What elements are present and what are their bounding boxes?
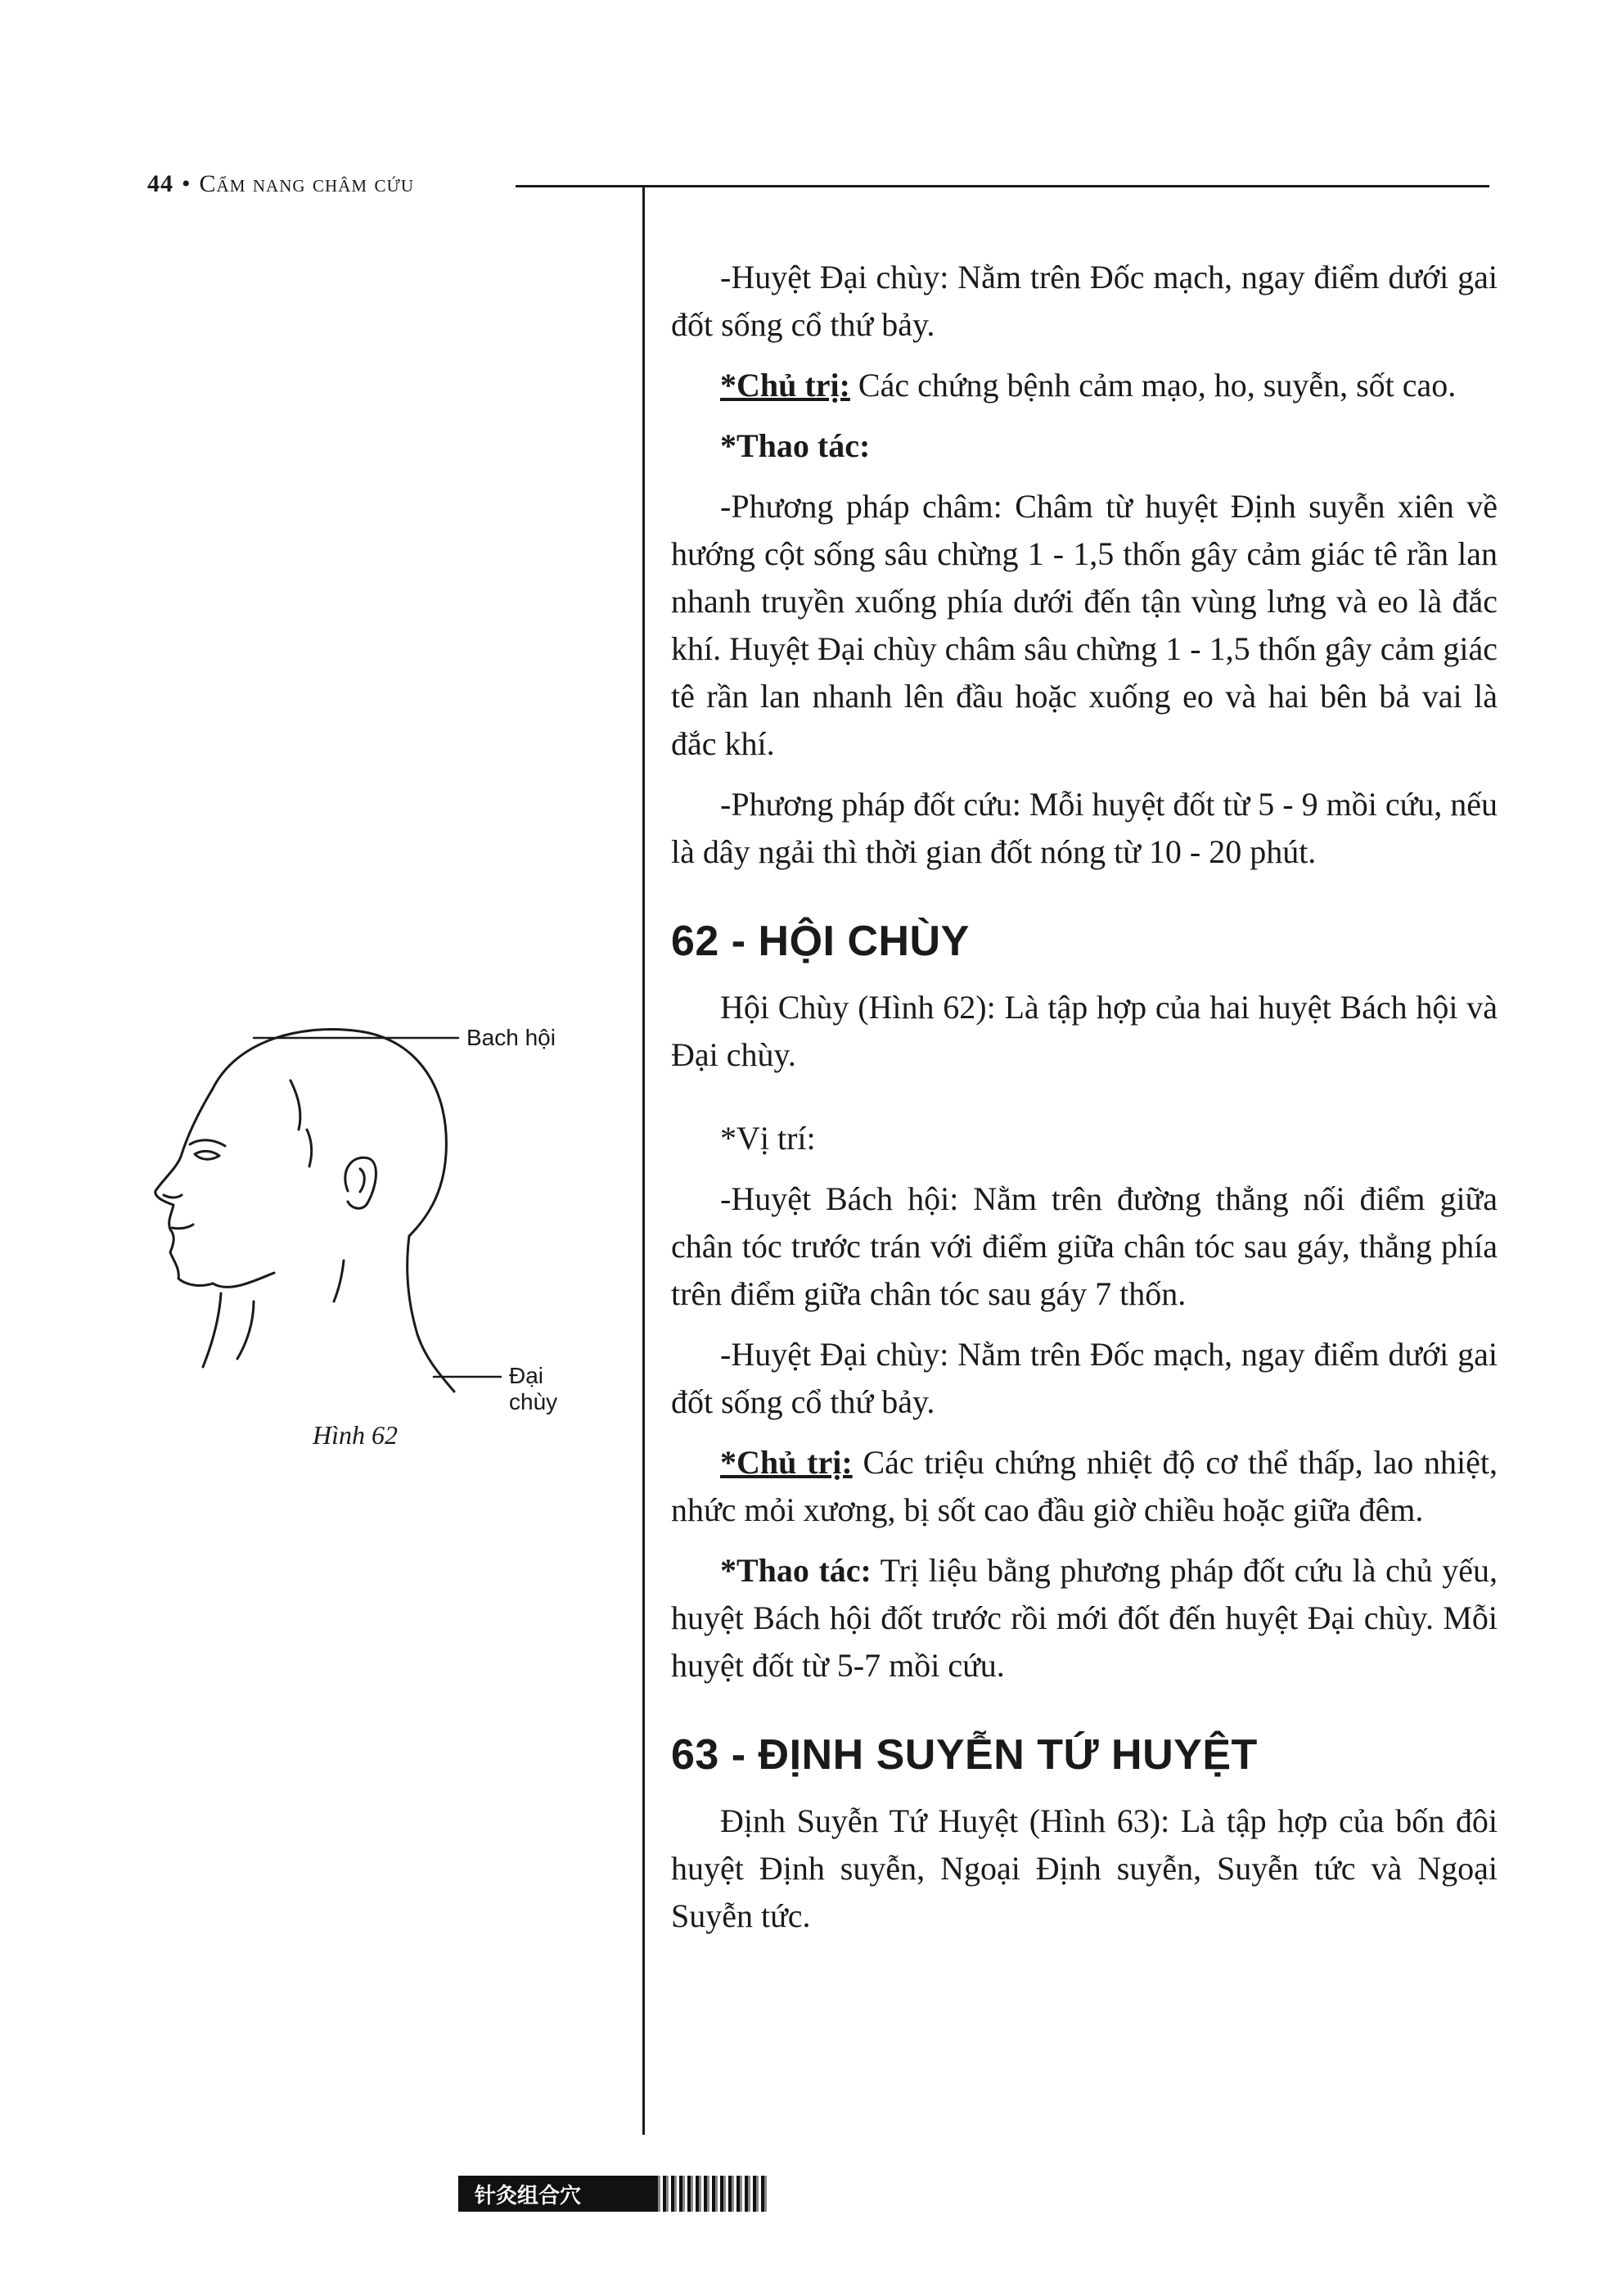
- section-62-dai-chuy: -Huyệt Đại chùy: Nằm trên Đốc mạch, ngay điểm dưới gai đốt sống cổ thứ bảy.: [671, 1336, 1498, 1420]
- section-62-bach-hoi: -Huyệt Bách hội: Nằm trên đường thẳng nối điểm giữa chân tóc trước trán với điểm giữa chân tóc sau gáy, thẳng phía trên điểm giữa chân tóc sau gáy 7 thốn.: [671, 1180, 1498, 1312]
- page-number: 44: [147, 170, 173, 197]
- footer-band-text: 针灸组合穴: [475, 2183, 582, 2208]
- header-separator: •: [182, 170, 191, 197]
- section-63-heading: 63 - ĐỊNH SUYỄN TỨ HUYỆT: [671, 1731, 1258, 1779]
- footer-band: [458, 2176, 769, 2212]
- intro-indication-label: *Chủ trị:: [720, 367, 850, 404]
- intro-moxa-method: -Phương pháp đốt cứu: Mỗi huyệt đốt từ 5 - 9 mồi cứu, nếu là dây ngải thì thời gian đốt nóng từ 10 - 20 phút.: [671, 786, 1498, 870]
- section-62-indication-label: *Chủ trị:: [720, 1444, 853, 1481]
- intro-dai-chuy-position: -Huyệt Đại chùy: Nằm trên Đốc mạch, ngay điểm dưới gai đốt sống cổ thứ bảy.: [671, 259, 1498, 343]
- label-dai-chuy: Đại chùy: [509, 1363, 558, 1414]
- section-62-technique-text: Trị liệu bằng phương pháp đốt cứu là chủ yếu, huyệt Bách hội đốt trước rồi mới đốt đến huyệt Đại chùy. Mỗi huyệt đốt từ 5-7 mồi cứu.: [671, 1552, 1498, 1684]
- column-divider: [642, 187, 645, 2135]
- section-62-indication: [671, 1439, 1498, 1534]
- figure-caption: Hình 62: [313, 1420, 398, 1450]
- section-62-technique-label: *Thao tác:: [720, 1552, 872, 1589]
- label-bach-hoi: Bach hội: [466, 1025, 556, 1050]
- intro-indication: [671, 362, 1498, 409]
- main-column: [671, 254, 1498, 1953]
- footer-band-fade: [655, 2176, 769, 2212]
- section-62-technique: [671, 1547, 1498, 1689]
- intro-indication-text: Các chứng bệnh cảm mạo, ho, suyễn, sốt cao.: [849, 367, 1457, 404]
- header-rule: [516, 185, 1489, 187]
- section-62-position-label: *Vị trí:: [720, 1120, 816, 1157]
- intro-technique-label: *Thao tác:: [720, 427, 871, 464]
- section-62-definition: Hội Chùy (Hình 62): Là tập hợp của hai huyệt Bách hội và Đại chùy.: [671, 989, 1498, 1073]
- head-profile-figure: [131, 990, 589, 1414]
- section-63-definition: Định Suyễn Tứ Huyệt (Hình 63): Là tập hợp của bốn đôi huyệt Định suyễn, Ngoại Định suyễn, Suyễn tức và Ngoại Suyễn tức.: [671, 1802, 1498, 1934]
- intro-needle-method: -Phương pháp châm: Châm từ huyệt Định suyễn xiên về hướng cột sống sâu chừng 1 - 1,5 thốn gây cảm giác tê rần lan nhanh truyền xuống phía dưới đến tận vùng lưng và eo là đắc khí. Huyệt Đại chùy châm sâu chừng 1 - 1,5 thốn gây cảm giác tê rần lan nhanh lên đầu hoặc xuống eo và hai bên bả vai là đắc khí.: [671, 488, 1498, 762]
- section-62-heading: 62 - HỘI CHÙY: [671, 918, 970, 965]
- running-header: [147, 170, 414, 198]
- book-title: Cẩm nang châm cứu: [199, 170, 415, 197]
- section-62-indication-text: Các triệu chứng nhiệt độ cơ thể thấp, lao nhiệt, nhức mỏi xương, bị sốt cao đầu giờ chiều hoặc giữa đêm.: [671, 1444, 1498, 1528]
- head-profile-icon: [131, 990, 589, 1400]
